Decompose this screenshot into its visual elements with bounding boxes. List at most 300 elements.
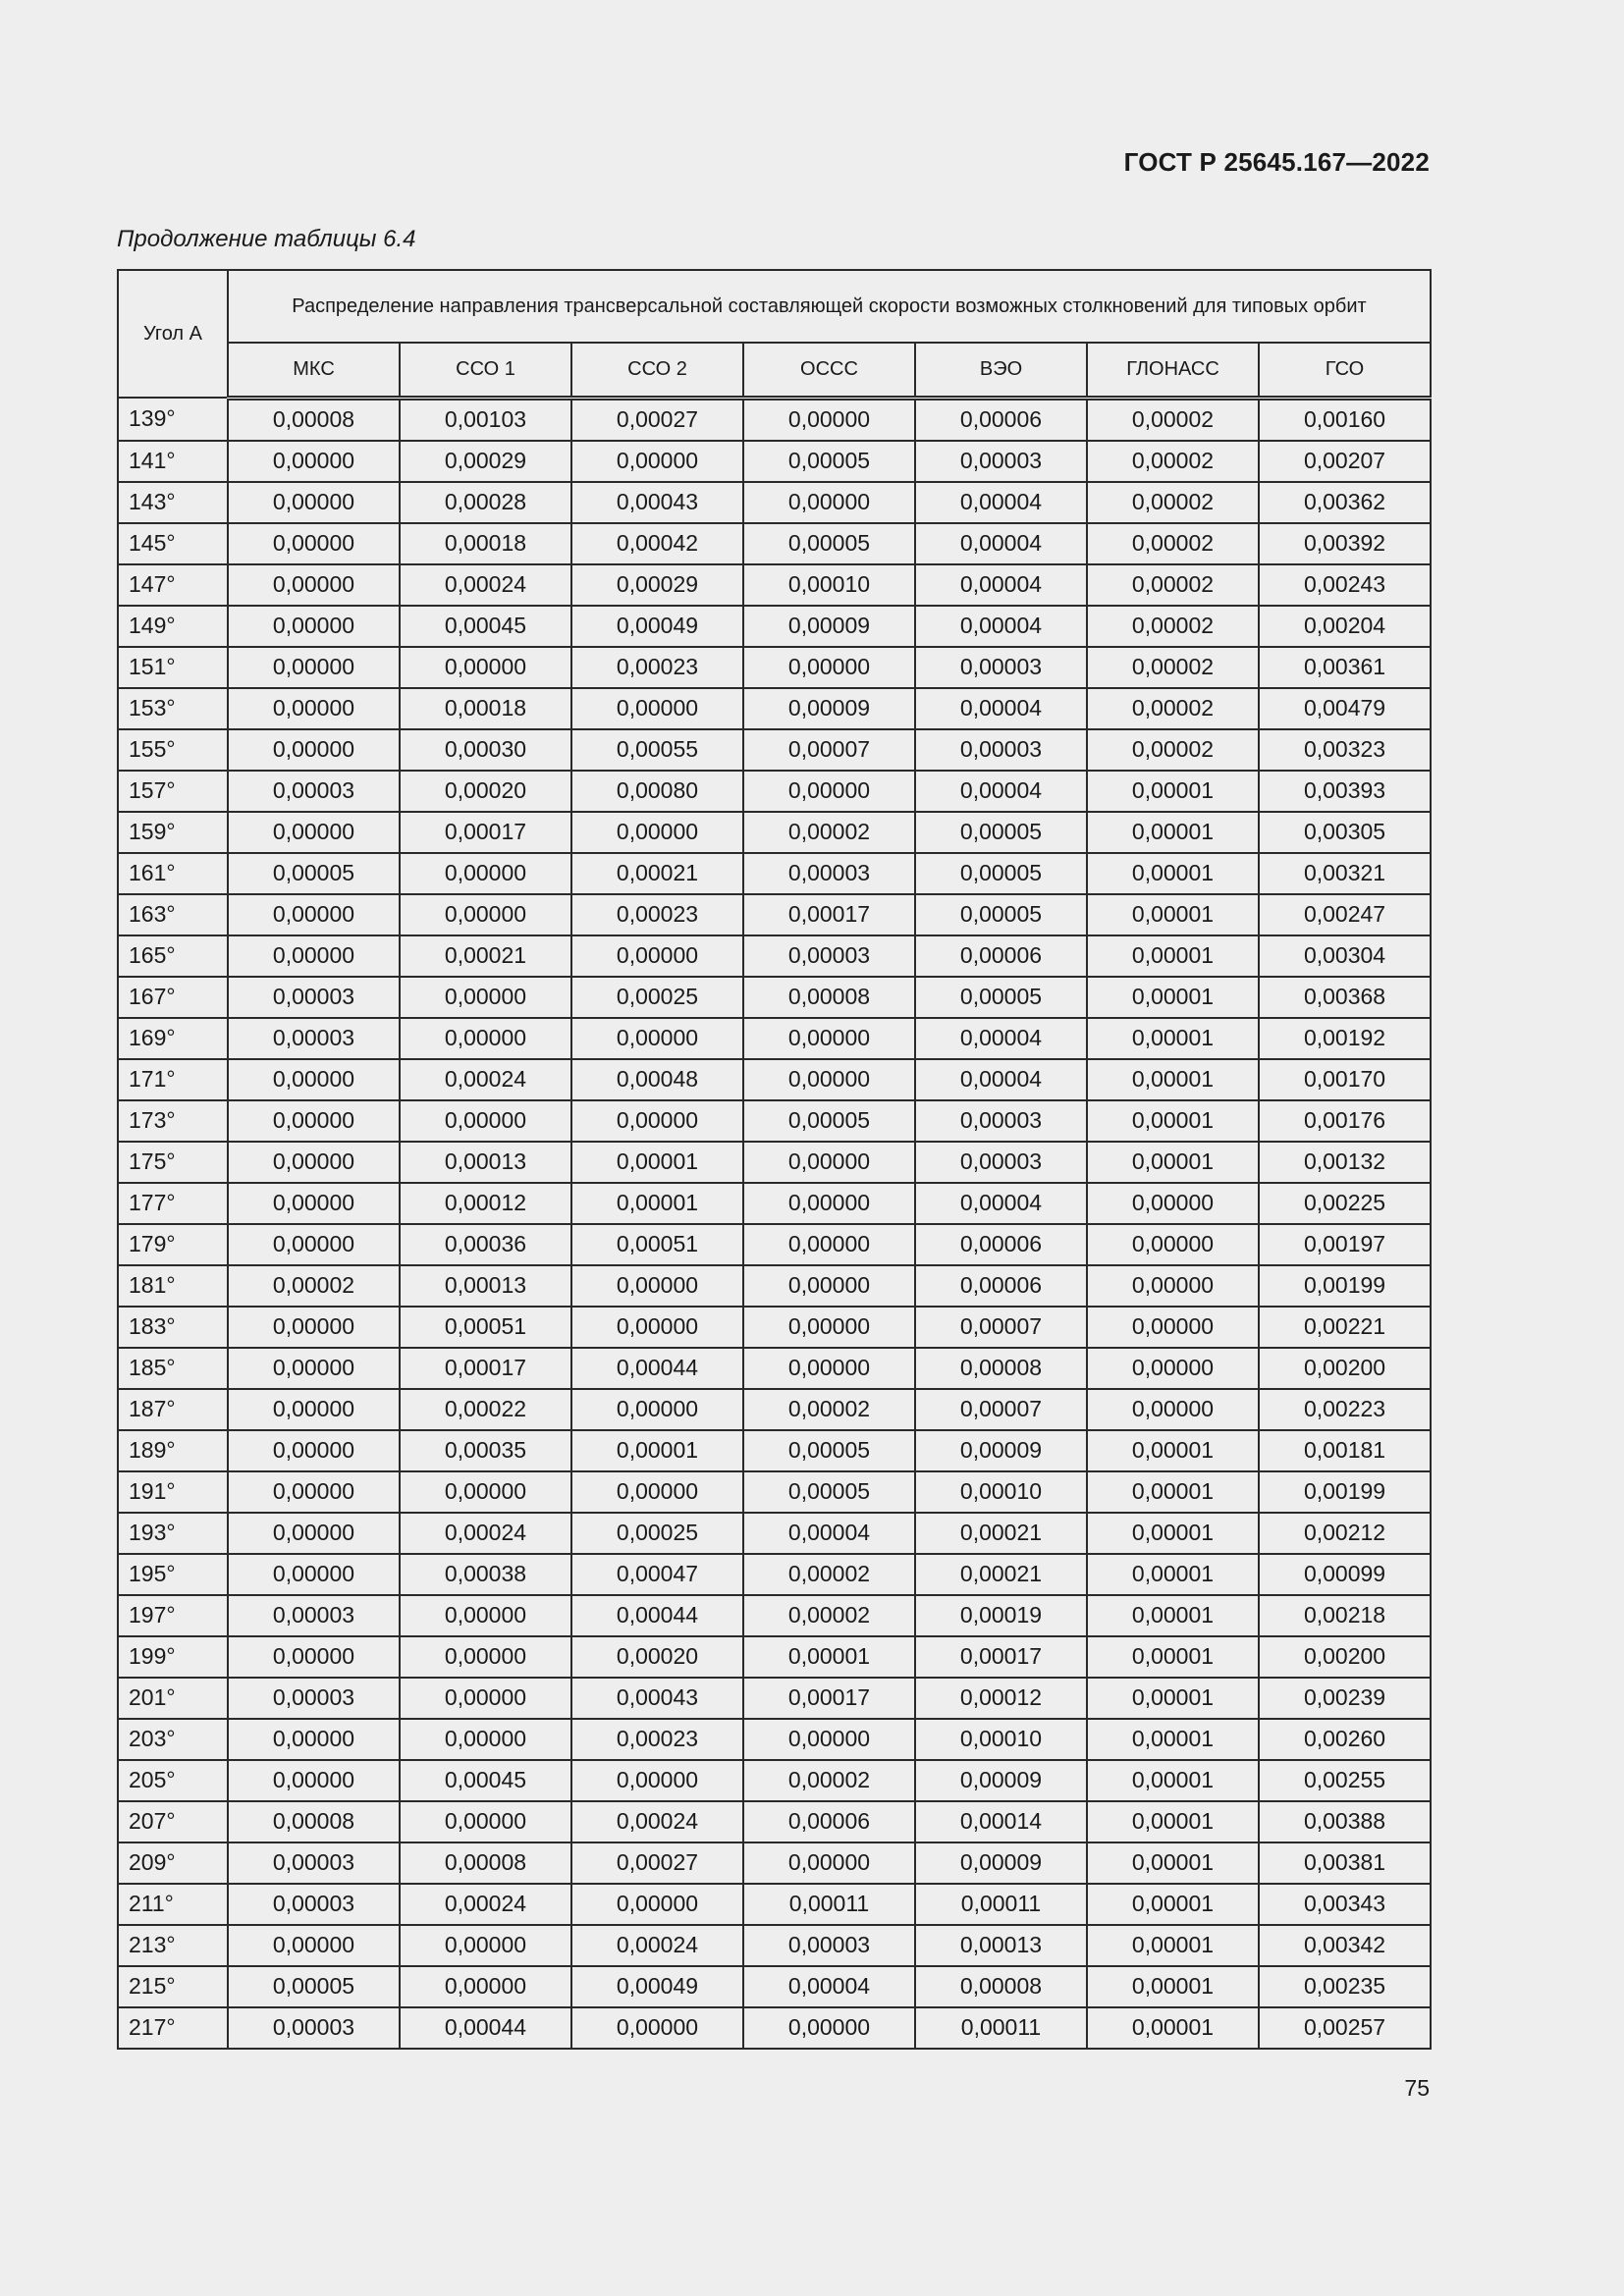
value-cell: 0,00000 — [743, 771, 915, 812]
value-cell: 0,00000 — [400, 1595, 571, 1636]
value-cell: 0,00099 — [1259, 1554, 1431, 1595]
table-body — [118, 398, 1431, 2049]
value-cell: 0,00001 — [1087, 1842, 1259, 1884]
value-cell: 0,00000 — [400, 1471, 571, 1513]
value-cell: 0,00000 — [571, 688, 743, 729]
value-cell: 0,00000 — [400, 1100, 571, 1142]
value-cell: 0,00000 — [571, 935, 743, 977]
distribution-group-header: Распределение направления трансверсальной составляющей скорости возможных столкновений для типовых орбит — [228, 270, 1431, 343]
value-cell: 0,00014 — [915, 1801, 1087, 1842]
table-row — [118, 606, 1431, 647]
value-cell: 0,00001 — [1087, 1430, 1259, 1471]
value-cell: 0,00011 — [915, 2007, 1087, 2049]
value-cell: 0,00003 — [743, 1925, 915, 1966]
value-cell: 0,00005 — [915, 812, 1087, 853]
value-cell: 0,00024 — [400, 564, 571, 606]
table-row — [118, 1678, 1431, 1719]
value-cell: 0,00212 — [1259, 1513, 1431, 1554]
table-row — [118, 688, 1431, 729]
value-cell: 0,00004 — [743, 1513, 915, 1554]
value-cell: 0,00042 — [571, 523, 743, 564]
value-cell: 0,00002 — [1087, 482, 1259, 523]
table-row — [118, 2007, 1431, 2049]
value-cell: 0,00036 — [400, 1224, 571, 1265]
orbit-column-header: ССО 2 — [571, 343, 743, 398]
table-header — [118, 270, 1431, 398]
value-cell: 0,00024 — [400, 1884, 571, 1925]
value-cell: 0,00000 — [228, 1471, 400, 1513]
value-cell: 0,00005 — [915, 853, 1087, 894]
value-cell: 0,00361 — [1259, 647, 1431, 688]
value-cell: 0,00010 — [915, 1719, 1087, 1760]
value-cell: 0,00017 — [743, 894, 915, 935]
value-cell: 0,00257 — [1259, 2007, 1431, 2049]
value-cell: 0,00000 — [743, 1018, 915, 1059]
value-cell: 0,00000 — [400, 1018, 571, 1059]
value-cell: 0,00018 — [400, 688, 571, 729]
value-cell: 0,00000 — [571, 1018, 743, 1059]
value-cell: 0,00001 — [1087, 2007, 1259, 2049]
value-cell: 0,00000 — [400, 1636, 571, 1678]
value-cell: 0,00004 — [915, 771, 1087, 812]
table-row — [118, 1636, 1431, 1678]
value-cell: 0,00368 — [1259, 977, 1431, 1018]
table-row — [118, 523, 1431, 564]
value-cell: 0,00000 — [571, 1100, 743, 1142]
value-cell: 0,00001 — [1087, 1059, 1259, 1100]
value-cell: 0,00001 — [1087, 812, 1259, 853]
table-row — [118, 812, 1431, 853]
table-row — [118, 482, 1431, 523]
value-cell: 0,00001 — [1087, 771, 1259, 812]
value-cell: 0,00000 — [400, 647, 571, 688]
table-row — [118, 1100, 1431, 1142]
value-cell: 0,00001 — [1087, 1142, 1259, 1183]
value-cell: 0,00018 — [400, 523, 571, 564]
table-row — [118, 729, 1431, 771]
value-cell: 0,00199 — [1259, 1471, 1431, 1513]
value-cell: 0,00388 — [1259, 1801, 1431, 1842]
value-cell: 0,00393 — [1259, 771, 1431, 812]
value-cell: 0,00005 — [743, 441, 915, 482]
value-cell: 0,00000 — [228, 729, 400, 771]
table-row — [118, 441, 1431, 482]
value-cell: 0,00204 — [1259, 606, 1431, 647]
angle-cell: 185° — [118, 1348, 228, 1389]
value-cell: 0,00006 — [915, 1265, 1087, 1307]
value-cell: 0,00000 — [228, 1925, 400, 1966]
value-cell: 0,00024 — [571, 1801, 743, 1842]
data-table — [117, 269, 1432, 2050]
angle-cell: 141° — [118, 441, 228, 482]
value-cell: 0,00001 — [1087, 1636, 1259, 1678]
value-cell: 0,00001 — [1087, 977, 1259, 1018]
value-cell: 0,00000 — [571, 1389, 743, 1430]
value-cell: 0,00003 — [228, 1842, 400, 1884]
value-cell: 0,00000 — [1087, 1389, 1259, 1430]
angle-cell: 215° — [118, 1966, 228, 2007]
value-cell: 0,00000 — [228, 523, 400, 564]
angle-cell: 179° — [118, 1224, 228, 1265]
value-cell: 0,00000 — [743, 1348, 915, 1389]
orbit-column-header: ВЭО — [915, 343, 1087, 398]
value-cell: 0,00048 — [571, 1059, 743, 1100]
value-cell: 0,00027 — [571, 398, 743, 441]
angle-cell: 201° — [118, 1678, 228, 1719]
value-cell: 0,00002 — [1087, 441, 1259, 482]
value-cell: 0,00005 — [743, 1100, 915, 1142]
value-cell: 0,00000 — [228, 1389, 400, 1430]
table-row — [118, 1554, 1431, 1595]
value-cell: 0,00000 — [228, 1719, 400, 1760]
value-cell: 0,00047 — [571, 1554, 743, 1595]
angle-cell: 155° — [118, 729, 228, 771]
angle-cell: 143° — [118, 482, 228, 523]
value-cell: 0,00000 — [228, 1554, 400, 1595]
value-cell: 0,00021 — [571, 853, 743, 894]
value-cell: 0,00020 — [571, 1636, 743, 1678]
value-cell: 0,00049 — [571, 606, 743, 647]
value-cell: 0,00001 — [1087, 894, 1259, 935]
value-cell: 0,00011 — [915, 1884, 1087, 1925]
angle-cell: 217° — [118, 2007, 228, 2049]
value-cell: 0,00000 — [228, 1348, 400, 1389]
value-cell: 0,00343 — [1259, 1884, 1431, 1925]
value-cell: 0,00000 — [228, 935, 400, 977]
value-cell: 0,00001 — [571, 1142, 743, 1183]
table-row — [118, 1925, 1431, 1966]
value-cell: 0,00000 — [228, 647, 400, 688]
value-cell: 0,00006 — [915, 398, 1087, 441]
table-row — [118, 1842, 1431, 1884]
table-row — [118, 1471, 1431, 1513]
value-cell: 0,00000 — [571, 2007, 743, 2049]
value-cell: 0,00000 — [400, 977, 571, 1018]
value-cell: 0,00000 — [400, 1719, 571, 1760]
value-cell: 0,00001 — [1087, 1678, 1259, 1719]
angle-cell: 157° — [118, 771, 228, 812]
angle-cell: 209° — [118, 1842, 228, 1884]
value-cell: 0,00080 — [571, 771, 743, 812]
value-cell: 0,00000 — [228, 1059, 400, 1100]
angle-cell: 173° — [118, 1100, 228, 1142]
value-cell: 0,00001 — [571, 1430, 743, 1471]
angle-cell: 167° — [118, 977, 228, 1018]
value-cell: 0,00038 — [400, 1554, 571, 1595]
value-cell: 0,00001 — [1087, 1595, 1259, 1636]
value-cell: 0,00009 — [743, 688, 915, 729]
value-cell: 0,00247 — [1259, 894, 1431, 935]
value-cell: 0,00043 — [571, 482, 743, 523]
value-cell: 0,00009 — [915, 1760, 1087, 1801]
value-cell: 0,00001 — [1087, 1760, 1259, 1801]
angle-cell: 169° — [118, 1018, 228, 1059]
value-cell: 0,00305 — [1259, 812, 1431, 853]
value-cell: 0,00000 — [571, 441, 743, 482]
angle-cell: 193° — [118, 1513, 228, 1554]
value-cell: 0,00000 — [743, 1842, 915, 1884]
value-cell: 0,00009 — [915, 1842, 1087, 1884]
value-cell: 0,00045 — [400, 606, 571, 647]
value-cell: 0,00000 — [228, 1636, 400, 1678]
value-cell: 0,00005 — [743, 1430, 915, 1471]
value-cell: 0,00008 — [915, 1348, 1087, 1389]
table-row — [118, 771, 1431, 812]
angle-cell: 211° — [118, 1884, 228, 1925]
value-cell: 0,00200 — [1259, 1636, 1431, 1678]
value-cell: 0,00000 — [571, 812, 743, 853]
value-cell: 0,00005 — [228, 1966, 400, 2007]
value-cell: 0,00003 — [228, 1884, 400, 1925]
table-row — [118, 564, 1431, 606]
angle-cell: 189° — [118, 1430, 228, 1471]
value-cell: 0,00008 — [743, 977, 915, 1018]
value-cell: 0,00103 — [400, 398, 571, 441]
value-cell: 0,00002 — [1087, 647, 1259, 688]
value-cell: 0,00000 — [228, 1142, 400, 1183]
value-cell: 0,00199 — [1259, 1265, 1431, 1307]
table-row — [118, 647, 1431, 688]
table-caption: Продолжение таблицы 6.4 — [117, 226, 416, 252]
table-row — [118, 1513, 1431, 1554]
table-row — [118, 1142, 1431, 1183]
value-cell: 0,00004 — [915, 1018, 1087, 1059]
value-cell: 0,00001 — [743, 1636, 915, 1678]
value-cell: 0,00043 — [571, 1678, 743, 1719]
value-cell: 0,00003 — [228, 977, 400, 1018]
value-cell: 0,00002 — [1087, 688, 1259, 729]
value-cell: 0,00020 — [400, 771, 571, 812]
value-cell: 0,00000 — [228, 688, 400, 729]
value-cell: 0,00000 — [228, 1760, 400, 1801]
value-cell: 0,00000 — [228, 1224, 400, 1265]
value-cell: 0,00001 — [1087, 1513, 1259, 1554]
value-cell: 0,00044 — [571, 1595, 743, 1636]
value-cell: 0,00218 — [1259, 1595, 1431, 1636]
value-cell: 0,00010 — [915, 1471, 1087, 1513]
value-cell: 0,00479 — [1259, 688, 1431, 729]
value-cell: 0,00001 — [1087, 1801, 1259, 1842]
value-cell: 0,00000 — [571, 1307, 743, 1348]
value-cell: 0,00023 — [571, 894, 743, 935]
value-cell: 0,00003 — [228, 1595, 400, 1636]
value-cell: 0,00017 — [915, 1636, 1087, 1678]
value-cell: 0,00009 — [915, 1430, 1087, 1471]
value-cell: 0,00304 — [1259, 935, 1431, 977]
value-cell: 0,00000 — [228, 564, 400, 606]
angle-cell: 181° — [118, 1265, 228, 1307]
value-cell: 0,00029 — [571, 564, 743, 606]
value-cell: 0,00024 — [571, 1925, 743, 1966]
value-cell: 0,00004 — [915, 688, 1087, 729]
value-cell: 0,00003 — [743, 935, 915, 977]
angle-column-header: Угол А — [118, 270, 228, 398]
value-cell: 0,00000 — [228, 1183, 400, 1224]
value-cell: 0,00013 — [400, 1265, 571, 1307]
angle-cell: 165° — [118, 935, 228, 977]
value-cell: 0,00000 — [571, 1471, 743, 1513]
value-cell: 0,00000 — [228, 1513, 400, 1554]
value-cell: 0,00009 — [743, 606, 915, 647]
value-cell: 0,00000 — [571, 1760, 743, 1801]
value-cell: 0,00000 — [743, 1224, 915, 1265]
value-cell: 0,00000 — [743, 647, 915, 688]
angle-cell: 149° — [118, 606, 228, 647]
value-cell: 0,00013 — [915, 1925, 1087, 1966]
value-cell: 0,00017 — [400, 812, 571, 853]
value-cell: 0,00001 — [1087, 1018, 1259, 1059]
value-cell: 0,00030 — [400, 729, 571, 771]
angle-cell: 207° — [118, 1801, 228, 1842]
value-cell: 0,00000 — [228, 606, 400, 647]
table-row — [118, 1389, 1431, 1430]
value-cell: 0,00003 — [915, 647, 1087, 688]
value-cell: 0,00006 — [915, 1224, 1087, 1265]
value-cell: 0,00002 — [743, 1554, 915, 1595]
angle-cell: 183° — [118, 1307, 228, 1348]
value-cell: 0,00010 — [743, 564, 915, 606]
value-cell: 0,00001 — [1087, 853, 1259, 894]
value-cell: 0,00381 — [1259, 1842, 1431, 1884]
value-cell: 0,00001 — [1087, 1884, 1259, 1925]
value-cell: 0,00000 — [743, 398, 915, 441]
value-cell: 0,00025 — [571, 1513, 743, 1554]
angle-cell: 187° — [118, 1389, 228, 1430]
table-row — [118, 1801, 1431, 1842]
value-cell: 0,00006 — [743, 1801, 915, 1842]
value-cell: 0,00000 — [400, 1801, 571, 1842]
value-cell: 0,00012 — [400, 1183, 571, 1224]
value-cell: 0,00007 — [915, 1307, 1087, 1348]
value-cell: 0,00025 — [571, 977, 743, 1018]
table-row — [118, 894, 1431, 935]
angle-cell: 199° — [118, 1636, 228, 1678]
orbit-column-header: ССО 1 — [400, 343, 571, 398]
value-cell: 0,00024 — [400, 1059, 571, 1100]
value-cell: 0,00022 — [400, 1389, 571, 1430]
value-cell: 0,00000 — [400, 1925, 571, 1966]
orbit-header-row — [118, 343, 1431, 398]
table-row — [118, 1224, 1431, 1265]
value-cell: 0,00000 — [400, 1678, 571, 1719]
value-cell: 0,00004 — [915, 523, 1087, 564]
angle-cell: 147° — [118, 564, 228, 606]
angle-cell: 197° — [118, 1595, 228, 1636]
value-cell: 0,00000 — [1087, 1265, 1259, 1307]
table-row — [118, 1018, 1431, 1059]
value-cell: 0,00007 — [743, 729, 915, 771]
value-cell: 0,00181 — [1259, 1430, 1431, 1471]
table-row — [118, 1966, 1431, 2007]
table-row — [118, 1719, 1431, 1760]
value-cell: 0,00000 — [743, 1307, 915, 1348]
value-cell: 0,00003 — [228, 1678, 400, 1719]
value-cell: 0,00044 — [400, 2007, 571, 2049]
angle-cell: 175° — [118, 1142, 228, 1183]
value-cell: 0,00023 — [571, 1719, 743, 1760]
value-cell: 0,00239 — [1259, 1678, 1431, 1719]
value-cell: 0,00024 — [400, 1513, 571, 1554]
value-cell: 0,00008 — [915, 1966, 1087, 2007]
value-cell: 0,00029 — [400, 441, 571, 482]
value-cell: 0,00000 — [228, 1100, 400, 1142]
value-cell: 0,00000 — [228, 441, 400, 482]
angle-cell: 195° — [118, 1554, 228, 1595]
value-cell: 0,00002 — [1087, 523, 1259, 564]
value-cell: 0,00008 — [400, 1842, 571, 1884]
orbit-column-header: МКС — [228, 343, 400, 398]
value-cell: 0,00000 — [228, 894, 400, 935]
value-cell: 0,00055 — [571, 729, 743, 771]
value-cell: 0,00000 — [400, 1966, 571, 2007]
value-cell: 0,00013 — [400, 1142, 571, 1183]
value-cell: 0,00008 — [228, 1801, 400, 1842]
angle-cell: 159° — [118, 812, 228, 853]
value-cell: 0,00000 — [400, 894, 571, 935]
value-cell: 0,00049 — [571, 1966, 743, 2007]
table-row — [118, 935, 1431, 977]
value-cell: 0,00003 — [915, 1142, 1087, 1183]
value-cell: 0,00017 — [743, 1678, 915, 1719]
value-cell: 0,00019 — [915, 1595, 1087, 1636]
page-number: 75 — [1404, 2075, 1430, 2101]
value-cell: 0,00000 — [228, 1430, 400, 1471]
value-cell: 0,00002 — [1087, 606, 1259, 647]
table-row — [118, 1307, 1431, 1348]
value-cell: 0,00170 — [1259, 1059, 1431, 1100]
value-cell: 0,00243 — [1259, 564, 1431, 606]
value-cell: 0,00000 — [228, 482, 400, 523]
value-cell: 0,00004 — [915, 1183, 1087, 1224]
value-cell: 0,00004 — [915, 482, 1087, 523]
value-cell: 0,00342 — [1259, 1925, 1431, 1966]
value-cell: 0,00002 — [228, 1265, 400, 1307]
value-cell: 0,00005 — [228, 853, 400, 894]
value-cell: 0,00001 — [571, 1183, 743, 1224]
value-cell: 0,00003 — [743, 853, 915, 894]
value-cell: 0,00002 — [743, 1760, 915, 1801]
value-cell: 0,00021 — [915, 1554, 1087, 1595]
value-cell: 0,00001 — [1087, 1554, 1259, 1595]
value-cell: 0,00000 — [228, 812, 400, 853]
orbit-column-header: ГСО — [1259, 343, 1431, 398]
value-cell: 0,00002 — [743, 812, 915, 853]
value-cell: 0,00003 — [228, 771, 400, 812]
value-cell: 0,00002 — [743, 1389, 915, 1430]
value-cell: 0,00004 — [743, 1966, 915, 2007]
value-cell: 0,00392 — [1259, 523, 1431, 564]
table-row — [118, 977, 1431, 1018]
value-cell: 0,00002 — [1087, 398, 1259, 441]
value-cell: 0,00235 — [1259, 1966, 1431, 2007]
value-cell: 0,00045 — [400, 1760, 571, 1801]
value-cell: 0,00005 — [743, 523, 915, 564]
value-cell: 0,00000 — [1087, 1224, 1259, 1265]
angle-cell: 151° — [118, 647, 228, 688]
table-row — [118, 1595, 1431, 1636]
angle-cell: 153° — [118, 688, 228, 729]
value-cell: 0,00000 — [743, 1719, 915, 1760]
value-cell: 0,00321 — [1259, 853, 1431, 894]
value-cell: 0,00000 — [1087, 1183, 1259, 1224]
value-cell: 0,00362 — [1259, 482, 1431, 523]
value-cell: 0,00003 — [915, 441, 1087, 482]
value-cell: 0,00005 — [743, 1471, 915, 1513]
value-cell: 0,00021 — [400, 935, 571, 977]
orbit-column-header: ГЛОНАСС — [1087, 343, 1259, 398]
value-cell: 0,00000 — [1087, 1307, 1259, 1348]
value-cell: 0,00011 — [743, 1884, 915, 1925]
